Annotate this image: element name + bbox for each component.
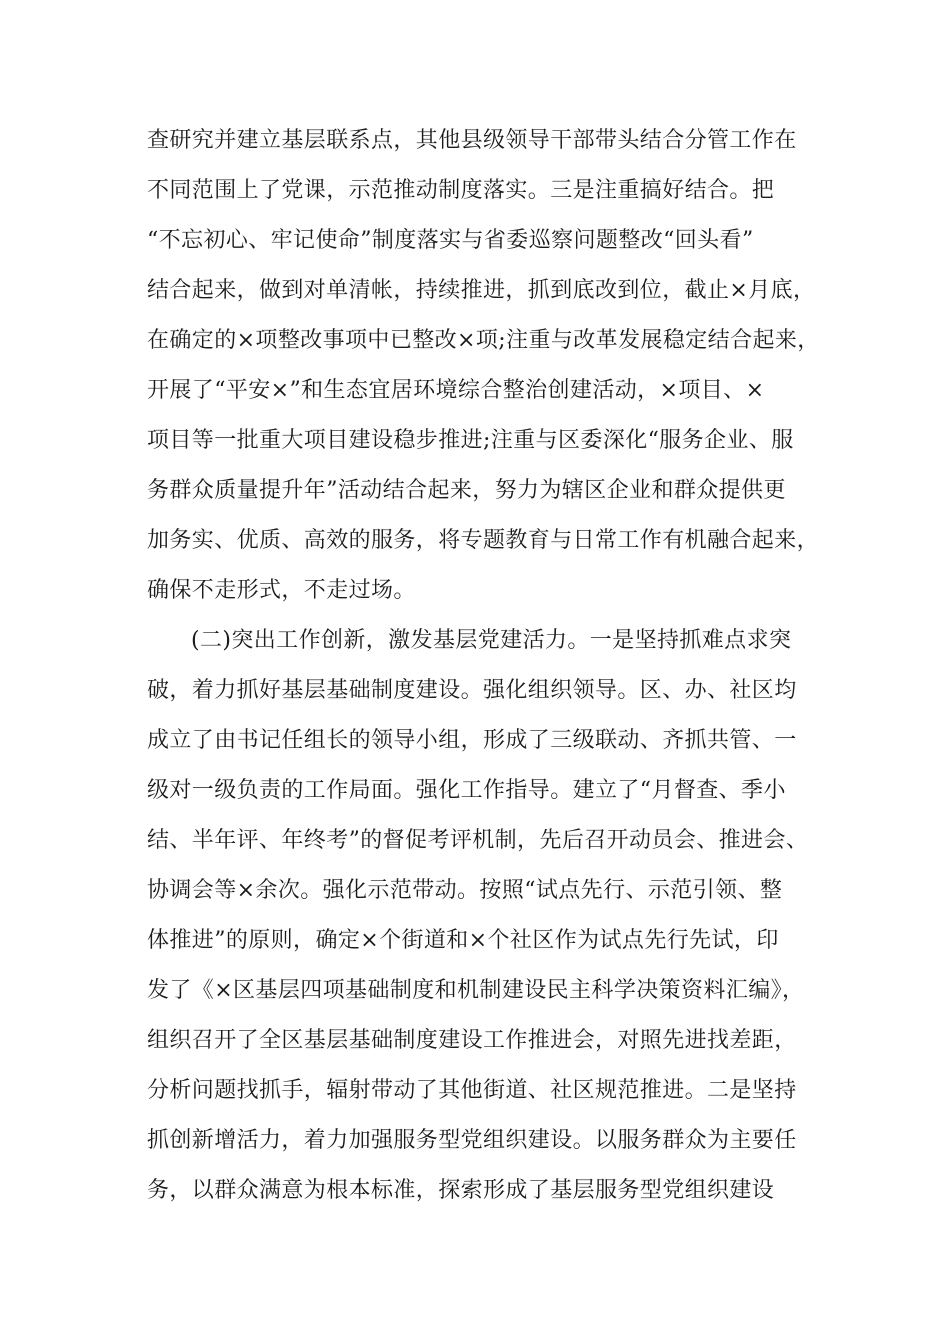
- text-line: 协调会等×余次。强化示范带动。按照“试点先行、示范引领、整: [147, 878, 783, 903]
- text-line: 不同范围上了党课，示范推动制度落实。三是注重搞好结合。把: [147, 178, 775, 203]
- text-line: 抓创新增活力，着力加强服务型党组织建设。以服务群众为主要任: [147, 1128, 797, 1153]
- text-line: 项目等一批重大项目建设稳步推进;注重与区委深化“服务企业、服: [147, 428, 794, 453]
- text-line: 确保不走形式，不走过场。: [147, 578, 416, 603]
- text-line: “不忘初心、牢记使命”制度落实与省委巡察问题整改“回头看”: [147, 228, 754, 253]
- paragraph-heading-line: (二)突出工作创新，激发基层党建活力。一是坚持抓难点求突: [191, 628, 792, 653]
- text-line: 成立了由书记任组长的领导小组，形成了三级联动、齐抓共管、一: [147, 728, 797, 753]
- text-line: 破，着力抓好基层基础制度建设。强化组织领导。区、办、社区均: [147, 678, 797, 703]
- text-line: 结合起来，做到对单清帐，持续推进，抓到底改到位，截止×月底，: [147, 278, 816, 303]
- text-line: 体推进”的原则，确定×个街道和×个社区作为试点先行先试，印: [147, 928, 779, 953]
- text-line: 务，以群众满意为根本标准，探索形成了基层服务型党组织建设: [147, 1178, 775, 1203]
- text-line: 查研究并建立基层联系点，其他县级领导干部带头结合分管工作在: [147, 128, 797, 153]
- text-line: 务群众质量提升年”活动结合起来，努力为辖区企业和群众提供更: [147, 478, 786, 503]
- text-line: 结、半年评、年终考”的督促考评机制，先后召开动员会、推进会、: [147, 828, 809, 853]
- text-line: 发了《×区基层四项基础制度和机制建设民主科学决策资料汇编》，: [147, 978, 805, 1003]
- text-line: 分析问题找抓手，辐射带动了其他街道、社区规范推进。二是坚持: [147, 1078, 797, 1103]
- text-line: 加务实、优质、高效的服务，将专题教育与日常工作有机融合起来，: [147, 528, 820, 553]
- text-line: 开展了“平安×”和生态宜居环境综合整治创建活动，×项目、×: [147, 378, 765, 403]
- text-line: 组织召开了全区基层基础制度建设工作推进会，对照先进找差距，: [147, 1028, 797, 1053]
- text-line: 级对一级负责的工作局面。强化工作指导。建立了“月督查、季小: [147, 778, 786, 803]
- text-line: 在确定的×项整改事项中已整改×项;注重与改革发展稳定结合起来，: [147, 328, 820, 353]
